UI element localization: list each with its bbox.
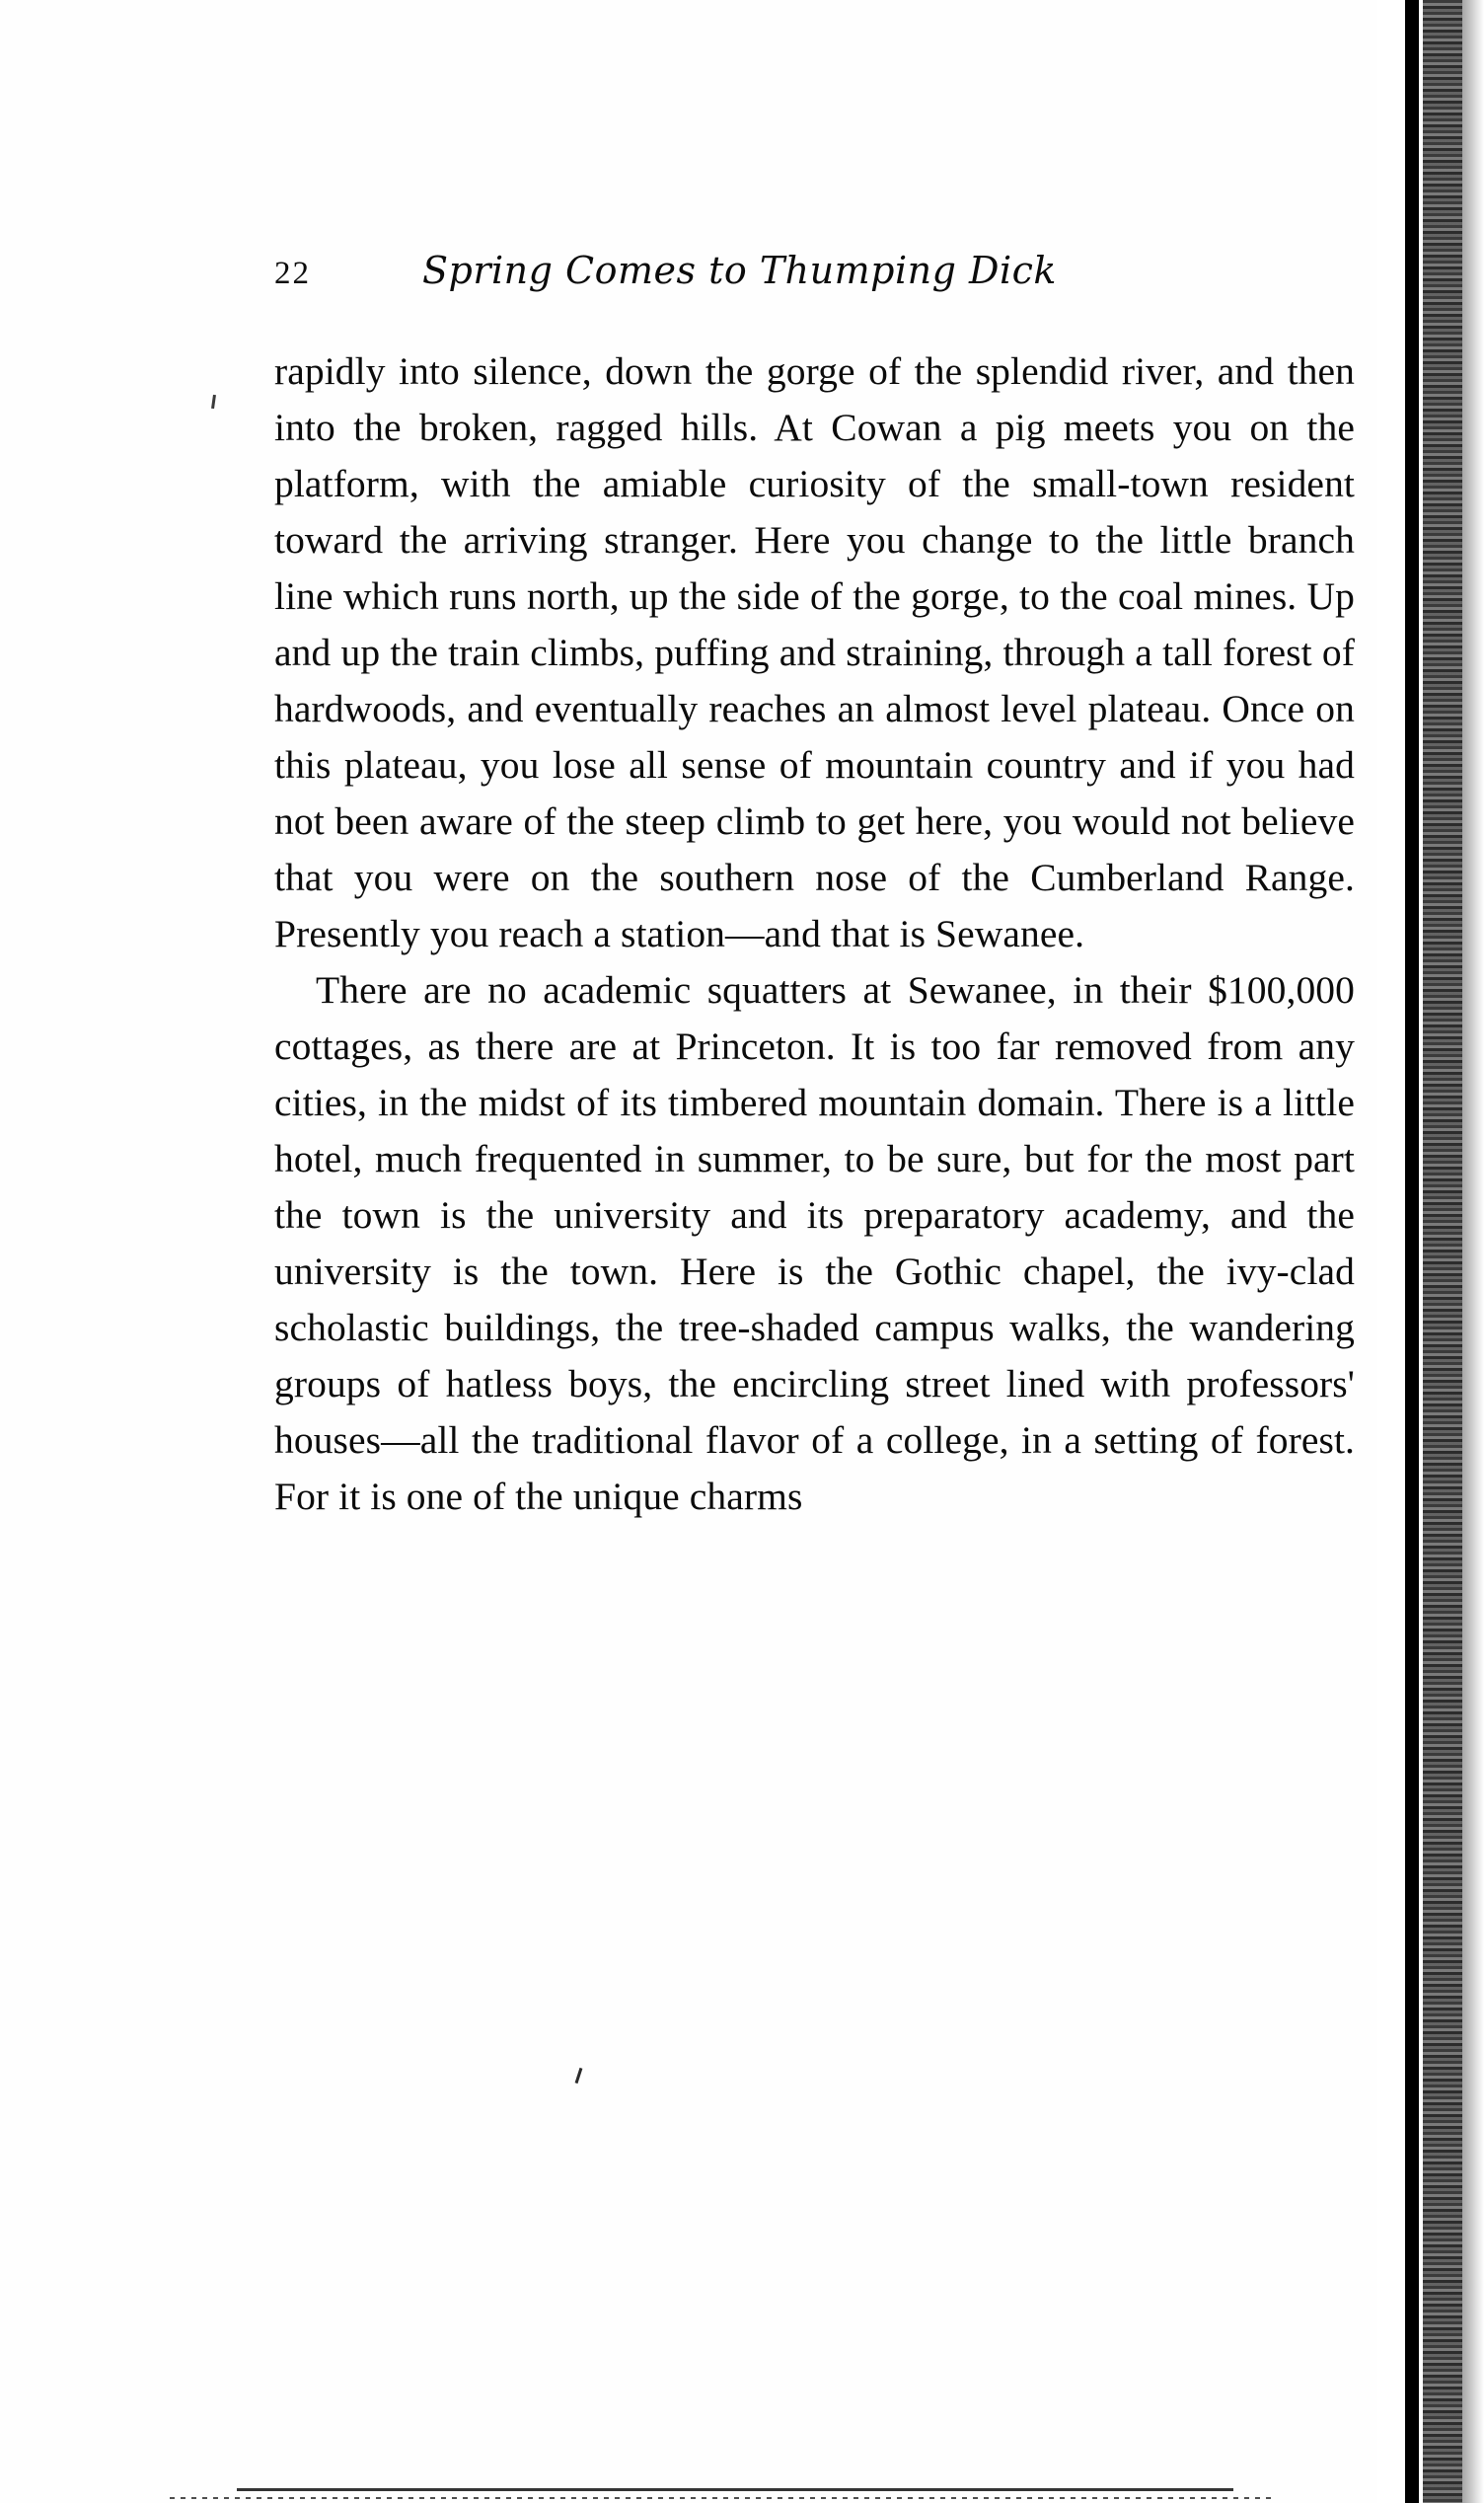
scan-edge-texture-band [1423,0,1462,2503]
paragraph-1: rapidly into silence, down the gorge of the splendid river, and then into the broken, ragged hills. At Cowan a pig meets you on the platform, with the amiable curiosity of the small-town resident toward the arriving stranger. Here you change to the little branch line which runs north, up the side of the gorge, to the coal mines. Up and up the train climbs, puffing and straining, through a tall forest of hardwoods, and eventually reaches an almost level plateau. Once on this plateau, you lose all sense of mountain country and if you had not been aware of the steep climb to get here, you would not believe that you were on the southern nose of the Cumberland Range. Presently you reach a station—and that is Sewanee. [274,349,1355,955]
scan-bottom-dashed-line [170,2497,1275,2499]
scan-right-edge [1377,0,1484,2503]
paragraph-2: There are no academic squatters at Sewanee, in their $100,000 cottages, as there are at Princeton. It is too far removed from any cities, in the midst of its timbered mountain domain. There is a little hotel, much frequented in summer, to be sure, but for the most part the town is the university and its preparatory academy, and the university is the town. Here is the Gothic chapel, the ivy-clad scholastic buildings, the tree-shaded campus walks, the wandering groups of hatless boys, the encircling street lined with professors' houses—all the traditional flavor of a college, in a setting of forest. For it is one of the unique charms [274,968,1355,1518]
running-head-title: Spring Comes to Thumping Dick [422,249,1057,292]
scan-bottom-line [237,2488,1233,2491]
stray-ink-mark-left [211,395,216,409]
body-text [274,343,1355,1525]
stray-ink-mark [575,2068,583,2084]
page-text-block [274,249,1355,1525]
scan-edge-dark-band [1405,0,1419,2503]
running-head [274,249,1355,292]
scan-edge-fade [1462,0,1484,2503]
page-number: 22 [274,256,311,291]
scan-bottom-edge [0,2477,1484,2503]
